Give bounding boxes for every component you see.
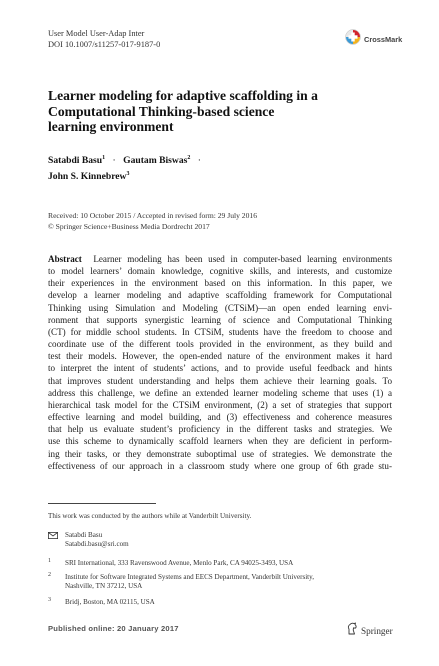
doi[interactable]: DOI 10.1007/s11257-017-9187-0 [48, 40, 161, 49]
affiliation-number: 3 [48, 597, 51, 603]
abstract-line: hierarchical task model for the CTSiM environment, (2) a set of strategies that support [48, 399, 392, 410]
abstract-line: use this scheme to dynamically scaffold learners when they are deficient in perform- [48, 436, 392, 447]
contact-name: Satabdi Basu [65, 531, 103, 539]
crossmark-icon [345, 29, 361, 50]
abstract-line: to interpret the intent of students’ actions, and to provide useful feedback and hints [48, 363, 392, 374]
abstract-line: test their models. However, the open-ended nature of the environment makes it hard [48, 351, 392, 362]
affiliation-1 [48, 559, 378, 568]
abstract-line: effectiveness of our approach in a classroom study where one group of 6th grade stu- [48, 460, 392, 471]
title-line: Computational Thinking-based science [48, 103, 275, 119]
journal-header [48, 28, 160, 50]
springer-horse-icon [346, 622, 358, 640]
affiliation-number: 2 [48, 572, 51, 578]
abstract-line: address this challenge, we define an extended learner modeling scheme that uses (1) a [48, 387, 392, 398]
abstract-line: that help us evaluate student’s proficiency in the different tasks and strategies. We [48, 424, 392, 435]
abstract-line: Learner modeling has been used in computer-based learning environments [93, 254, 392, 264]
abstract-line: their experiences in the environment based on this information. In this paper, we [48, 278, 392, 289]
journal-name: User Model User-Adap Inter [48, 29, 145, 38]
footnote-divider [48, 503, 156, 504]
author-affiliation-sup: 2 [187, 155, 191, 161]
publisher-logo [346, 622, 393, 640]
received-date: Received: 10 October 2015 / Accepted in revised form: 29 July 2016 [48, 211, 257, 220]
abstract-line: Thinking using Simulation and Modeling (CTSiM)—an open ended learning envi- [48, 302, 392, 313]
abstract-label: Abstract [48, 254, 82, 264]
affiliation-line: Bridj, Boston, MA 02115, USA [65, 598, 155, 606]
article-history [48, 211, 257, 232]
author-name[interactable]: Gautam Biswas [123, 155, 188, 167]
affiliation-line: SRI International, 333 Ravenswood Avenue, Menlo Park, CA 94025-3493, USA [65, 559, 294, 567]
author-name[interactable]: John S. Kinnebrew [48, 170, 127, 182]
author-affiliation-sup: 3 [126, 170, 130, 177]
abstract-line: ing their tasks, or they demonstrate suboptimal use of strategies. We demonstrate the [48, 448, 392, 459]
mail-icon [48, 532, 58, 542]
author-list [48, 152, 201, 183]
title-line: Learner modeling for adaptive scaffolding in a [48, 88, 318, 103]
paper-title [48, 88, 368, 135]
author-affiliation-sup: 1 [102, 155, 106, 161]
abstract-line: that improves student understanding and helps them achieve their learning goals. To [48, 375, 392, 386]
crossmark-badge[interactable] [345, 29, 402, 50]
author-separator: · [112, 155, 116, 167]
abstract-line: effective learning and model building, and (3) effectiveness and coherence measures [48, 412, 392, 423]
affiliation-line: Institute for Software Integrated Systems and EECS Department, Vanderbilt University, [65, 573, 315, 581]
abstract-line: to model learners’ domain knowledge, cognitive skills, and interests, and customize [48, 266, 392, 277]
published-online: Published online: 20 January 2017 [48, 624, 179, 633]
title-line: learning environment [48, 119, 174, 134]
footnote-note: This work was conducted by the authors while at Vanderbilt University. [48, 512, 252, 520]
abstract-line: develop a learner modeling and adaptive scaffolding framework for Computational [48, 290, 392, 301]
abstract-line: coordinate use of the different tools provided in the environment, as they build and [48, 339, 392, 350]
abstract-line: (CT) for middle school students. In CTSiM, students have the freedom to choose and [48, 326, 392, 337]
affiliation-3 [48, 598, 378, 607]
affiliation-2 [48, 573, 378, 592]
publisher-name: Springer [361, 626, 393, 636]
abstract [48, 253, 392, 472]
abstract-line: ronment that supports synergistic learning of science and Computational Thinking [48, 314, 392, 325]
author-name[interactable]: Satabdi Basu [48, 155, 103, 167]
affiliation-number: 1 [48, 558, 51, 564]
contact-block [48, 531, 129, 550]
copyright: © Springer Science+Business Media Dordrecht 2017 [48, 221, 210, 231]
crossmark-label: CrossMark [364, 35, 403, 44]
affiliation-line: Nashville, TN 37212, USA [65, 582, 143, 591]
contact-email[interactable]: Satabdi.basu@sri.com [65, 540, 129, 549]
author-separator: · [197, 155, 201, 167]
